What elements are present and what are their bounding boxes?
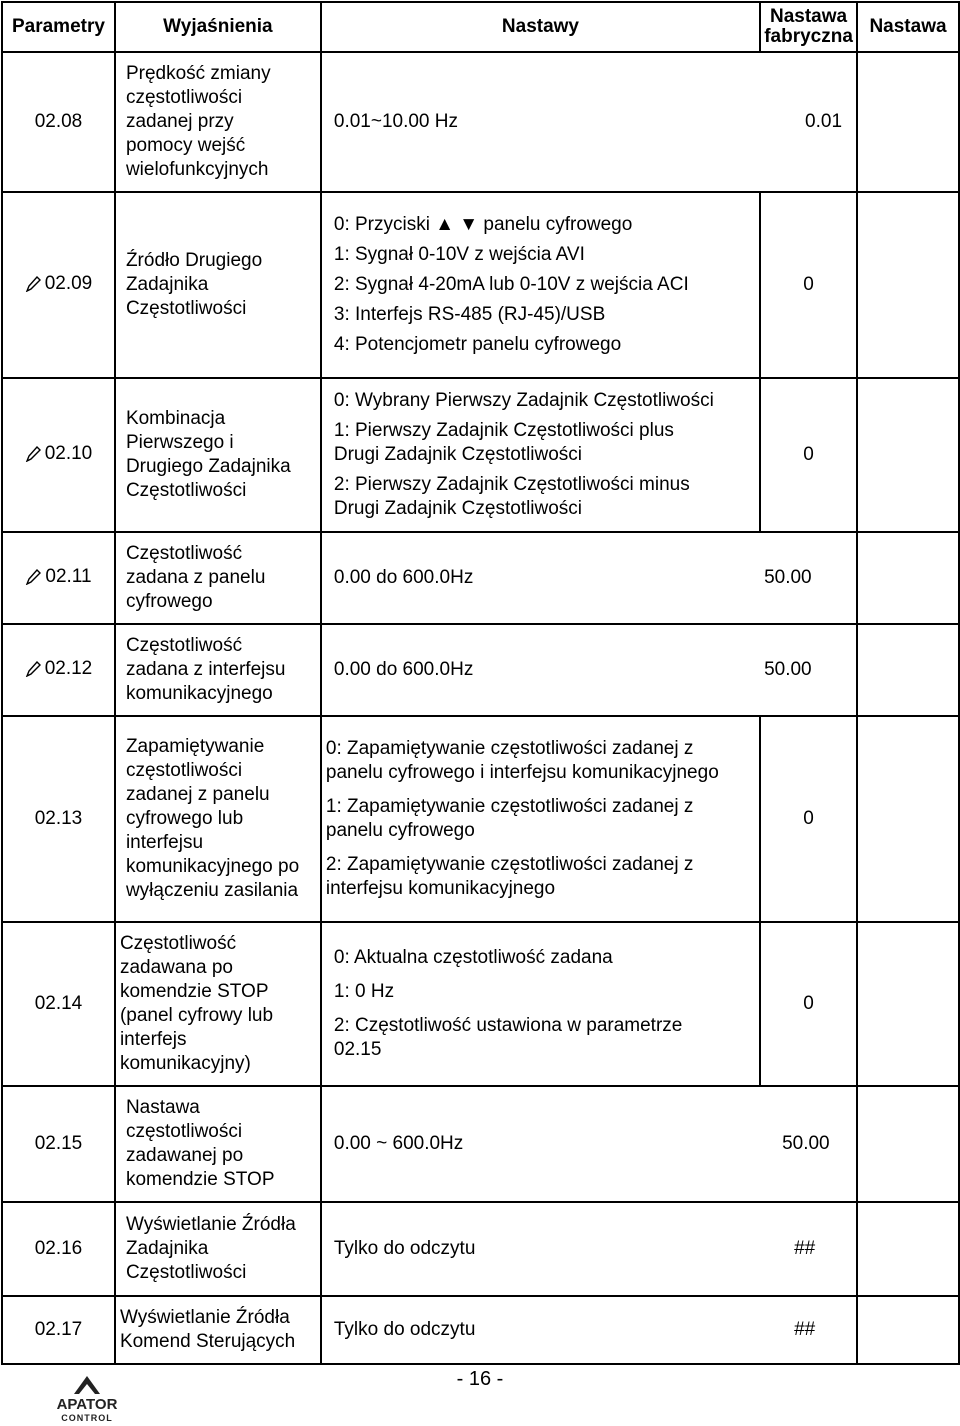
explanation-cell: Wyświetlanie Źródła Komend Sterujących <box>115 1296 321 1364</box>
factory-cell: 50.00 <box>760 624 857 716</box>
value-cell <box>857 192 959 378</box>
explanation-cell: Zapamiętywanie częstotliwości zadanej z panelu cyfrowego lub interfejsu komunikacyjnego po wyłączeniu zasilania <box>115 716 321 922</box>
explanation-cell: Częstotliwość zadana z panelu cyfrowego <box>115 532 321 624</box>
page-number: - 16 - <box>456 1368 504 1390</box>
value-cell <box>857 1086 959 1202</box>
options-cell: 0: Zapamiętywanie częstotliwości zadanej z panelu cyfrowego i interfejsu komunikacyjnego 1: Zapamiętywanie częstotliwości zadanej z panelu cyfrowego 2: Zapamiętywanie częstotliwości zadanej z interfejsu komunikacyjnego <box>321 716 760 922</box>
header-nastawy: Nastawy <box>321 2 760 52</box>
header-nastawa: Nastawa <box>857 2 959 52</box>
param-cell: 02.16 <box>2 1202 115 1296</box>
explanation-cell: Częstotliwość zadawana po komendzie STOP (panel cyfrowy lub interfejs komunikacyjny) <box>115 922 321 1086</box>
options-cell: 0: Przyciski ▲ ▼ panelu cyfrowego 1: Sygnał 0-10V z wejścia AVI 2: Sygnał 4-20mA lub 0-10V z wejścia ACI 3: Interfejs RS-485 (RJ-45)/USB 4: Potencjometr panelu cyfrowego <box>321 192 760 378</box>
value-cell <box>857 922 959 1086</box>
factory-cell: 0 <box>760 922 857 1086</box>
header-parametry: Parametry <box>2 2 115 52</box>
value-cell <box>857 52 959 192</box>
value-cell <box>857 624 959 716</box>
pencil-icon <box>25 276 41 292</box>
options-cell: 0: Wybrany Pierwszy Zadajnik Częstotliwości 1: Pierwszy Zadajnik Częstotliwości plus Drugi Zadajnik Częstotliwości 2: Pierwszy Zadajnik Częstotliwości minus Drugi Zadajnik Częstotliwości <box>321 378 760 532</box>
setting-cell: Tylko do odczytu <box>321 1296 760 1364</box>
table-row <box>2 532 959 624</box>
svg-text:APATOR: APATOR <box>56 1396 118 1413</box>
explanation-cell: Źródło Drugiego Zadajnika Częstotliwości <box>115 192 321 378</box>
parameter-table <box>1 1 960 1365</box>
param-cell: 02.09 <box>2 192 115 378</box>
table-row <box>2 624 959 716</box>
options-cell: 0: Aktualna częstotliwość zadana 1: 0 Hz 2: Częstotliwość ustawiona w parametrze 02.15 <box>321 922 760 1086</box>
factory-cell: 50.00 <box>760 532 857 624</box>
param-cell: 02.15 <box>2 1086 115 1202</box>
value-cell <box>857 1202 959 1296</box>
factory-cell: 0 <box>760 192 857 378</box>
table-row <box>2 1296 959 1364</box>
explanation-cell: Prędkość zmiany częstotliwości zadanej przy pomocy wejść wielofunkcyjnych <box>115 52 321 192</box>
setting-cell: 0.01~10.00 Hz <box>321 52 760 192</box>
factory-cell: 0 <box>760 716 857 922</box>
table-row <box>2 192 959 378</box>
setting-cell: 0.00 ~ 600.0Hz <box>321 1086 760 1202</box>
header-row <box>2 2 959 52</box>
table-row <box>2 1202 959 1296</box>
setting-cell: 0.00 do 600.0Hz <box>321 532 760 624</box>
pencil-icon <box>25 569 41 585</box>
factory-cell: 50.00 <box>760 1086 857 1202</box>
explanation-cell: Kombinacja Pierwszego i Drugiego Zadajnika Częstotliwości <box>115 378 321 532</box>
factory-cell: 0.01 <box>760 52 857 192</box>
table-row <box>2 716 959 922</box>
param-cell: 02.14 <box>2 922 115 1086</box>
pencil-icon <box>25 446 41 462</box>
setting-cell: 0.00 do 600.0Hz <box>321 624 760 716</box>
explanation-cell: Częstotliwość zadana z interfejsu komunikacyjnego <box>115 624 321 716</box>
explanation-cell: Nastawa częstotliwości zadawanej po komendzie STOP <box>115 1086 321 1202</box>
factory-cell: ## <box>760 1296 857 1364</box>
param-cell: 02.11 <box>2 532 115 624</box>
param-cell: 02.12 <box>2 624 115 716</box>
factory-cell: 0 <box>760 378 857 532</box>
param-cell: 02.17 <box>2 1296 115 1364</box>
table-row <box>2 52 959 192</box>
svg-text:CONTROL: CONTROL <box>61 1413 113 1423</box>
value-cell <box>857 532 959 624</box>
header-nastawa-fabryczna: Nastawa fabryczna <box>760 2 857 52</box>
apator-logo <box>32 1374 142 1424</box>
header-wyjasnienia: Wyjaśnienia <box>115 2 321 52</box>
table-row <box>2 378 959 532</box>
table-row <box>2 922 959 1086</box>
setting-cell: Tylko do odczytu <box>321 1202 760 1296</box>
param-cell: 02.10 <box>2 378 115 532</box>
table-row <box>2 1086 959 1202</box>
param-cell: 02.08 <box>2 52 115 192</box>
factory-cell: ## <box>760 1202 857 1296</box>
pencil-icon <box>25 661 41 677</box>
explanation-cell: Wyświetlanie Źródła Zadajnika Częstotliwości <box>115 1202 321 1296</box>
value-cell <box>857 716 959 922</box>
param-cell: 02.13 <box>2 716 115 922</box>
value-cell <box>857 378 959 532</box>
value-cell <box>857 1296 959 1364</box>
